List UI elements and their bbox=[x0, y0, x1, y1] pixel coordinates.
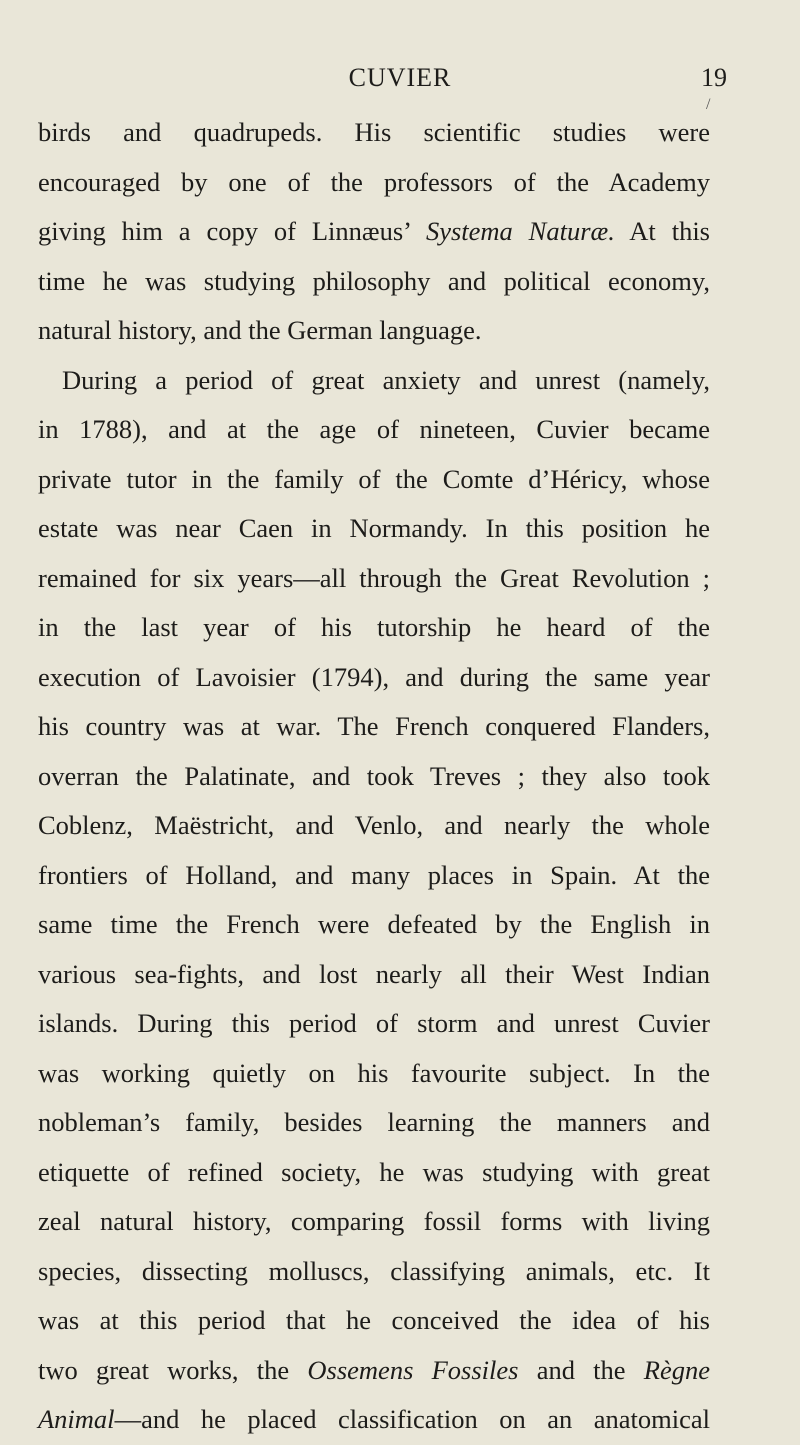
text-line: zeal natural history, comparing fossil forms with living bbox=[38, 1206, 710, 1236]
text-line: birds and quadrupeds. His scientific studies were bbox=[38, 117, 710, 147]
text-line: was at this period that he conceived the idea of his bbox=[38, 1305, 710, 1335]
text-line: his country was at war. The French conquered Flanders, bbox=[38, 711, 710, 741]
text-line: natural history, and the German language. bbox=[38, 315, 482, 345]
text-line: various sea-fights, and lost nearly all their West Indian bbox=[38, 958, 710, 989]
text-line: was working quietly on his favourite subject. In the bbox=[38, 1057, 710, 1088]
italic-title: Ossemens Fossiles bbox=[307, 1354, 519, 1385]
text-line: Animal—and he placed classification on an anatomical bbox=[38, 1404, 710, 1434]
text-line: etiquette of refined society, he was studying with great bbox=[38, 1156, 710, 1187]
text-line: Coblenz, Maëstricht, and Venlo, and nearly the whole bbox=[38, 810, 710, 840]
stray-mark: / bbox=[706, 96, 711, 113]
text-line: time he was studying philosophy and political economy, bbox=[38, 265, 710, 296]
text-line: species, dissecting molluscs, classifying animals, etc. It bbox=[38, 1255, 710, 1286]
text-line: execution of Lavoisier (1794), and during the same year bbox=[38, 661, 710, 692]
italic-title: Règne bbox=[643, 1354, 710, 1385]
text-line: islands. During this period of storm and unrest Cuvier bbox=[38, 1008, 710, 1038]
text-line: same time the French were defeated by the English in bbox=[38, 909, 710, 939]
italic-title: Animal bbox=[38, 1404, 115, 1434]
text-line: remained for six years—all through the Great Revolution ; bbox=[38, 562, 710, 593]
text-line: overran the Palatinate, and took Treves ; they also took bbox=[38, 760, 710, 791]
text-line: encouraged by one of the professors of the Academy bbox=[38, 166, 710, 197]
text-line: frontiers of Holland, and many places in Spain. At the bbox=[38, 859, 710, 890]
text-line: nobleman’s family, besides learning the manners and bbox=[38, 1107, 710, 1137]
text-line: private tutor in the family of the Comte d’Héricy, whose bbox=[38, 463, 710, 494]
text-line: two great works, the Ossemens Fossiles and the Règne bbox=[38, 1354, 710, 1385]
text-line: in 1788), and at the age of nineteen, Cuvier became bbox=[38, 414, 710, 444]
body-text bbox=[38, 108, 710, 1445]
running-title: CUVIER bbox=[348, 63, 452, 92]
text-line: giving him a copy of Linnæus’ Systema Naturæ. At this bbox=[38, 216, 710, 246]
text-line: in the last year of his tutorship he heard of the bbox=[38, 612, 710, 642]
page-number: 19 bbox=[701, 63, 727, 92]
text-line: estate was near Caen in Normandy. In this position he bbox=[38, 513, 710, 543]
italic-title: Systema Naturæ. bbox=[425, 216, 615, 246]
text-line: During a period of great anxiety and unrest (namely, bbox=[62, 364, 710, 395]
running-head bbox=[0, 58, 800, 98]
